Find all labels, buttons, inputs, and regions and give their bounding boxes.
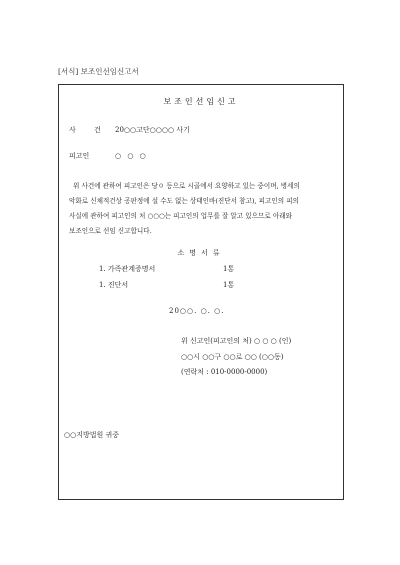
document-title: 보조인선임신고 [163, 97, 239, 106]
declarant-contact: (연락처 : 010-0000-0000) [181, 368, 268, 376]
case-label: 사 건 [69, 126, 109, 134]
body-paragraph-line: 악화로 신체적건상 공판정에 설 수도 없는 상태인바(진단서 참고), 피고인의 피의 [69, 197, 299, 205]
form-label: [서식] 보조인선임신고서 [58, 67, 139, 76]
body-paragraph-line: 사실에 관하여 피고인의 처 ○○○는 피고인의 업무를 잘 알고 있으므로 아래와 [69, 212, 292, 220]
defendant-label: 피고인 [69, 152, 90, 160]
body-paragraph-line: 보조인으로 선임 신고합니다. [69, 227, 152, 235]
attachment-item-qty: 1통 [223, 281, 235, 289]
filing-date: 20○○. ○. ○. [169, 307, 225, 315]
defendant-name: ○ ○ ○ [115, 152, 148, 160]
document-frame [58, 84, 344, 500]
declarant-line: 위 신고인(피고인의 처) ○ ○ ○ (인) [181, 337, 292, 345]
attachments-title: 소명서류 [177, 249, 225, 257]
attachment-item-qty: 1통 [223, 265, 235, 273]
attachment-item-name: 1. 진단서 [99, 281, 129, 289]
attachment-item-name: 1. 가족관계증명서 [99, 265, 156, 273]
body-paragraph-line: 위 사건에 관하여 피고인은 당ㅇ 등으로 시골에서 요양하고 있는 중이며, 병세의 [73, 182, 300, 190]
case-number: 20○○고단○○○○ 사기 [115, 126, 190, 134]
court-addressee: ○○지방법원 귀중 [64, 431, 120, 439]
declarant-address: ○○시 ○○구 ○○로 ○○ (○○동) [181, 353, 284, 361]
